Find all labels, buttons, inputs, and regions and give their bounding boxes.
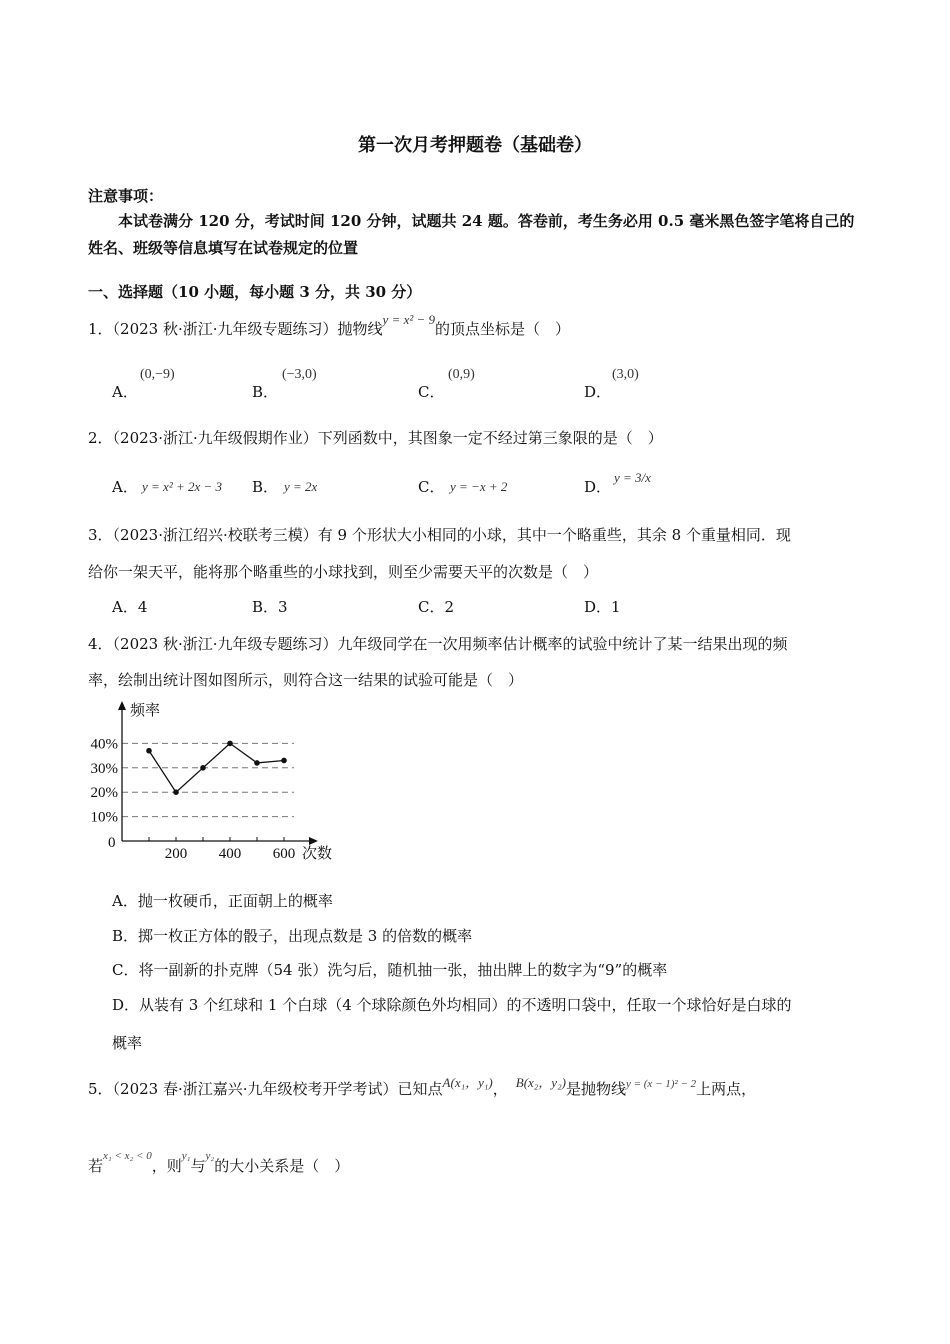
x-tick-label: 200 bbox=[164, 846, 188, 862]
data-point bbox=[146, 748, 152, 754]
question-number: 3． bbox=[88, 526, 113, 544]
section-1-heading: 一、选择题（10 小题，每小题 3 分，共 30 分） bbox=[88, 283, 422, 301]
q1-option-c[interactable]: C． bbox=[418, 383, 445, 401]
origin-label: 0 bbox=[108, 835, 116, 851]
q2-option-c[interactable]: C． bbox=[418, 478, 445, 496]
y2: y₂ bbox=[205, 1150, 215, 1162]
question-number: 4． bbox=[88, 635, 113, 653]
y1: y₁ bbox=[181, 1150, 191, 1162]
q2-option-a-value: y = x² + 2x − 3 bbox=[142, 479, 223, 494]
x-axis-label: 次数 bbox=[302, 846, 333, 862]
y-tick-label: 20% bbox=[90, 785, 118, 802]
q2-option-c-value: y = −x + 2 bbox=[450, 479, 508, 494]
page-title: 第一次月考押题卷（基础卷） bbox=[358, 135, 592, 156]
question-number: 5． bbox=[88, 1080, 113, 1098]
y-axis-label: 频率 bbox=[130, 703, 161, 719]
condition: x₁ < x₂ < 0 bbox=[103, 1150, 152, 1162]
question-source: （2023·浙江·九年级假期作业） bbox=[112, 429, 318, 447]
question-text: 上两点， bbox=[696, 1080, 757, 1098]
q4-option-d[interactable]: D．从装有 3 个红球和 1 个白球（4 个球除颜色外均相同）的不透明口袋中，任取一个球恰好是白球的 bbox=[112, 996, 792, 1014]
question-text: 是抛物线 bbox=[565, 1080, 626, 1098]
question-text: 的顶点坐标是（ ） bbox=[435, 320, 571, 338]
question-text: 抛物线 bbox=[337, 320, 383, 338]
y-ticks bbox=[91, 736, 119, 825]
q3-option-a[interactable]: A．4 bbox=[112, 598, 148, 616]
question-text: 九年级同学在一次用频率估计概率的试验中统计了某一结果出现的频 bbox=[337, 635, 788, 653]
y-tick-label: 10% bbox=[90, 809, 118, 826]
question-source: （2023 春·浙江嘉兴·九年级校考开学考试） bbox=[112, 1080, 398, 1098]
question-3-line2: 给你一架天平，能将那个略重些的小球找到，则至少需要天平的次数是（ ） bbox=[88, 563, 599, 581]
formula: y = (x − 1)² − 2 bbox=[625, 1078, 697, 1090]
q1-option-a[interactable]: A． bbox=[112, 383, 138, 401]
data-point bbox=[173, 789, 179, 795]
question-number: 2． bbox=[88, 429, 113, 447]
notes-body: 本试卷满分 120 分，考试时间 120 分钟，试题共 24 题。答卷前，考生务必用 0.5 毫米黑色签字笔将自己的姓名、班级等信息填写在试卷规定的位置 bbox=[88, 212, 855, 257]
question-4 bbox=[88, 633, 788, 654]
x-axis-arrow bbox=[309, 837, 318, 845]
x-tick-label: 600 bbox=[272, 846, 296, 862]
point-b: B(x₂，y₂) bbox=[515, 1075, 566, 1090]
frequency-line-chart bbox=[80, 695, 360, 870]
question-5: 5．（2023 春·浙江嘉兴·九年级校考开学考试）已知点A(x₁，y₁)， B(x₂，y₂)是抛物线$^{y = (x - 1)^2 - 2}$上两点， bbox=[88, 1075, 757, 1098]
question-text: 下列函数中，其图象一定不经过第三象限的是（ ） bbox=[317, 429, 663, 447]
question-source: （2023 秋·浙江·九年级专题练习） bbox=[112, 635, 338, 653]
q3-option-b[interactable]: B．3 bbox=[252, 598, 288, 616]
q2-option-b-value: y = 2x bbox=[284, 479, 318, 494]
q1-option-b[interactable]: B． bbox=[252, 383, 279, 401]
question-text: 有 9 个形状大小相同的小球，其中一个略重些，其余 8 个重量相同．现 bbox=[317, 526, 791, 544]
question-source: （2023 秋·浙江·九年级专题练习） bbox=[112, 320, 338, 338]
q1-option-a-value: (0,−9) bbox=[140, 367, 175, 382]
question-text: 已知点 bbox=[397, 1080, 443, 1098]
q4-option-c[interactable]: C．将一副新的扑克牌（54 张）洗匀后，随机抽一张，抽出牌上的数字为“9”的概率 bbox=[112, 961, 668, 979]
q1-option-b-value: (−3,0) bbox=[282, 367, 317, 382]
x-tick-label: 400 bbox=[218, 846, 242, 862]
q2-option-a[interactable]: A． bbox=[112, 478, 138, 496]
q2-option-d[interactable]: D． bbox=[584, 478, 612, 496]
question-number: 1． bbox=[88, 320, 113, 338]
question-4-line2: 率，绘制出统计图如图所示，则符合这一结果的试验可能是（ ） bbox=[88, 671, 524, 689]
q4-option-b[interactable]: B．掷一枚正方体的骰子，出现点数是 3 的倍数的概率 bbox=[112, 927, 473, 945]
formula: y = x² − 9 bbox=[382, 312, 436, 327]
y-tick-label: 40% bbox=[90, 736, 118, 753]
q4-option-d-continued: 概率 bbox=[112, 1034, 143, 1052]
q1-option-d-value: (3,0) bbox=[612, 367, 639, 382]
data-point bbox=[200, 765, 206, 771]
notes-heading: 注意事项： bbox=[88, 187, 164, 205]
q1-option-c-value: (0,9) bbox=[448, 367, 475, 382]
chart-grid bbox=[122, 743, 294, 816]
q2-option-b[interactable]: B． bbox=[252, 478, 279, 496]
q3-option-d[interactable]: D．1 bbox=[584, 598, 621, 616]
q4-option-a[interactable]: A．抛一枚硬币，正面朝上的概率 bbox=[112, 892, 333, 910]
q3-option-c[interactable]: C．2 bbox=[418, 598, 455, 616]
question-source: （2023·浙江绍兴·校联考三模） bbox=[112, 526, 318, 544]
question-5-line2: 若$^{x_1 < x_2 < 0}$，则$^{y_1}$与$^{y_2}$的大小关系是（ ） bbox=[88, 1150, 350, 1175]
y-axis-arrow bbox=[118, 701, 126, 710]
q2-option-d-value: y = 3/x bbox=[614, 470, 651, 485]
data-point bbox=[254, 760, 260, 766]
point-a: A(x₁，y₁) bbox=[442, 1075, 493, 1090]
q1-option-d[interactable]: D． bbox=[584, 383, 612, 401]
data-point bbox=[227, 741, 233, 747]
question-1 bbox=[88, 312, 571, 339]
y-tick-label: 30% bbox=[90, 760, 118, 777]
data-point bbox=[281, 758, 287, 764]
question-3 bbox=[88, 524, 791, 545]
question-2 bbox=[88, 427, 663, 448]
